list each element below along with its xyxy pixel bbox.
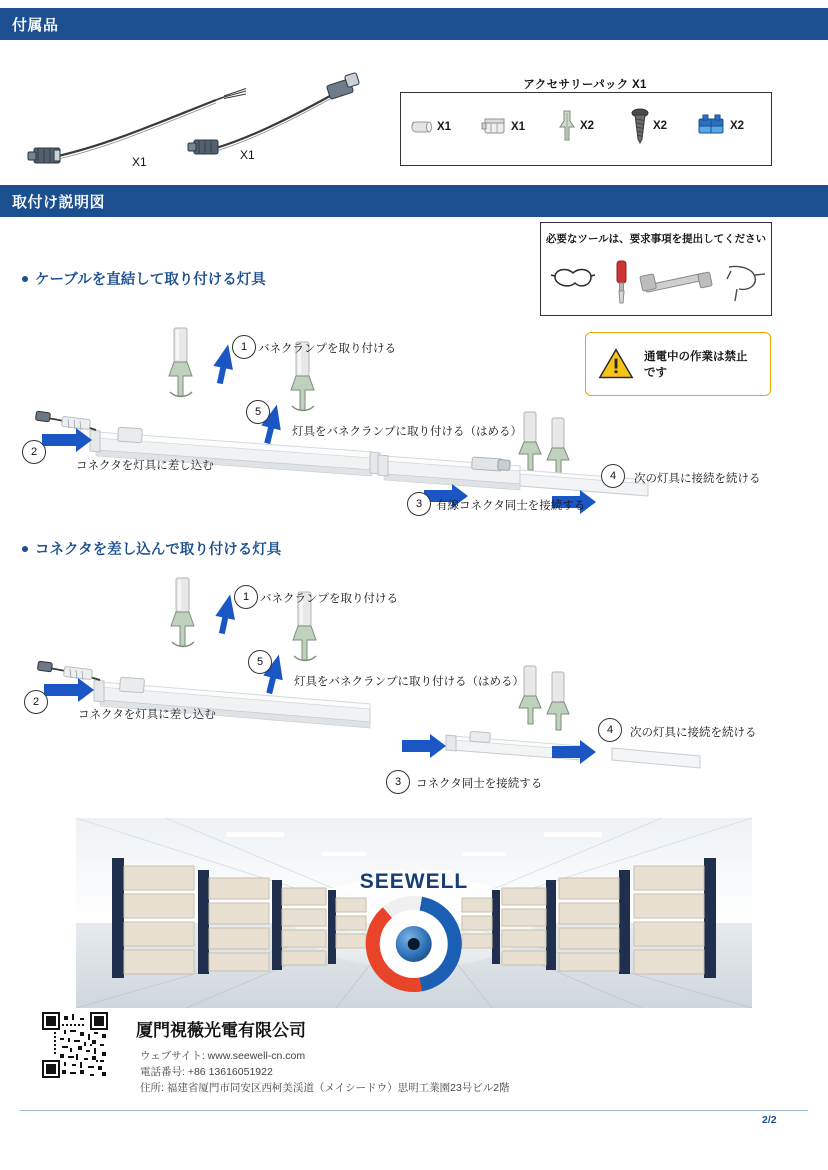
accessory-pack-box <box>400 92 772 166</box>
accessory-cable-short-group <box>180 60 400 180</box>
step-text-3: コネクタ同士を接続する <box>416 778 543 790</box>
accessory-item-end-cap <box>409 117 451 137</box>
seewell-eye-logo-icon <box>366 896 462 992</box>
step-marker-4: 4 <box>598 718 622 742</box>
step-text-1: バネクランプを取り付ける <box>260 593 398 605</box>
section-header-installation <box>0 185 828 217</box>
step-marker-2: 2 <box>22 440 46 464</box>
section-title-accessories: 付属品 <box>12 16 59 34</box>
step-marker-1: 1 <box>234 585 258 609</box>
screw-icon <box>629 107 651 145</box>
accessory-item-connector-block <box>481 115 525 139</box>
accessory-item-mounting-clip <box>696 113 744 139</box>
step-marker-5: 5 <box>246 400 270 424</box>
page-number: 2/2 <box>762 1114 777 1126</box>
accessory-item-screw <box>629 107 667 145</box>
cable-short-qty-label: X1 <box>240 148 255 162</box>
step-marker-4: 4 <box>601 464 625 488</box>
step-marker-2: 2 <box>24 690 48 714</box>
footer-website: ウェブサイト: www.seewell-cn.com <box>140 1050 306 1062</box>
clip-bracket-icon <box>556 109 578 143</box>
step-text-1: バネクランプを取り付ける <box>258 343 396 355</box>
step-text-2: コネクタを灯具に差し込む <box>76 460 214 472</box>
diagram-two-canvas <box>0 560 828 810</box>
cable-long-qty-label: X1 <box>132 155 147 169</box>
step-text-5: 灯具をバネクランプに取り付ける（はめる） <box>292 426 522 438</box>
step-text-4: 次の灯具に接続を続ける <box>634 473 761 485</box>
step-text-3: 有線コネクタ同士を接続する <box>436 500 586 512</box>
footer-address: 住所: 福建省厦門市同安区西柯美渓道（メイシードウ）思明工業園23号ビル2階 <box>140 1082 510 1094</box>
diagram-one-heading <box>22 268 266 289</box>
bullet-icon <box>22 276 28 282</box>
section-header-accessories <box>0 8 828 40</box>
fixture-input-cable <box>37 661 100 680</box>
diagram-one-canvas <box>0 300 828 540</box>
warehouse-photo <box>76 818 752 1008</box>
fixture-body <box>612 748 700 768</box>
accessory-item-qty: X1 <box>511 121 526 133</box>
section-title-installation: 取付け説明図 <box>12 193 106 211</box>
step-marker-1: 1 <box>232 335 256 359</box>
fixture-body <box>520 470 648 496</box>
wired-connector-joint <box>472 457 511 471</box>
spring-clamp-icon <box>519 412 541 470</box>
step-marker-5: 5 <box>248 650 272 674</box>
step-text-4: 次の灯具に接続を続ける <box>630 727 757 739</box>
safety-glasses-icon <box>551 270 595 286</box>
spring-clamp-icon <box>171 578 194 647</box>
accessory-item-qty: X2 <box>580 120 595 132</box>
spring-clamp-icon <box>169 328 192 397</box>
company-name: 厦門視薇光電有限公司 <box>136 1021 306 1040</box>
footer-phone: 電話番号: +86 13616051922 <box>140 1066 273 1078</box>
spring-clamp-icon <box>547 672 569 730</box>
diagram-two-heading-text: コネクタを差し込んで取り付ける灯具 <box>35 542 282 558</box>
brand-logo <box>360 870 469 992</box>
step-marker-3: 3 <box>386 770 410 794</box>
accessory-item-clip-bracket <box>556 109 594 143</box>
bullet-icon <box>22 546 28 552</box>
connector-block-icon <box>481 115 509 139</box>
qr-code-icon <box>42 1012 108 1078</box>
cable-short-icon <box>180 60 400 180</box>
accessory-item-qty: X2 <box>730 120 745 132</box>
step-text-5: 灯具をバネクランプに取り付ける（はめる） <box>294 676 524 688</box>
diagram-two-heading <box>22 538 281 559</box>
drill-icon <box>727 266 765 301</box>
accessory-pack-title: アクセサリーパック X1 <box>523 79 647 91</box>
accessory-item-qty: X2 <box>653 120 668 132</box>
footer-divider <box>20 1110 808 1111</box>
wrench-icon <box>640 272 713 292</box>
spring-clamp-icon <box>547 418 569 476</box>
fixture-input-cable <box>35 411 96 430</box>
step-marker-3: 3 <box>407 492 431 516</box>
diagram-one-heading-text: ケーブルを直結して取り付ける灯具 <box>35 272 266 288</box>
accessory-item-qty: X1 <box>437 121 452 133</box>
warning-text: 通電中の作業は禁止です <box>644 351 748 379</box>
brand-logo-text: SEEWELL <box>359 870 469 893</box>
mounting-clip-icon <box>696 113 728 139</box>
step-text-2: コネクタを灯具に差し込む <box>78 709 216 721</box>
tools-title: 必要なツールは、要求事項を提出してください <box>545 233 767 245</box>
screwdriver-icon <box>617 261 626 303</box>
end-cap-icon <box>409 117 435 137</box>
